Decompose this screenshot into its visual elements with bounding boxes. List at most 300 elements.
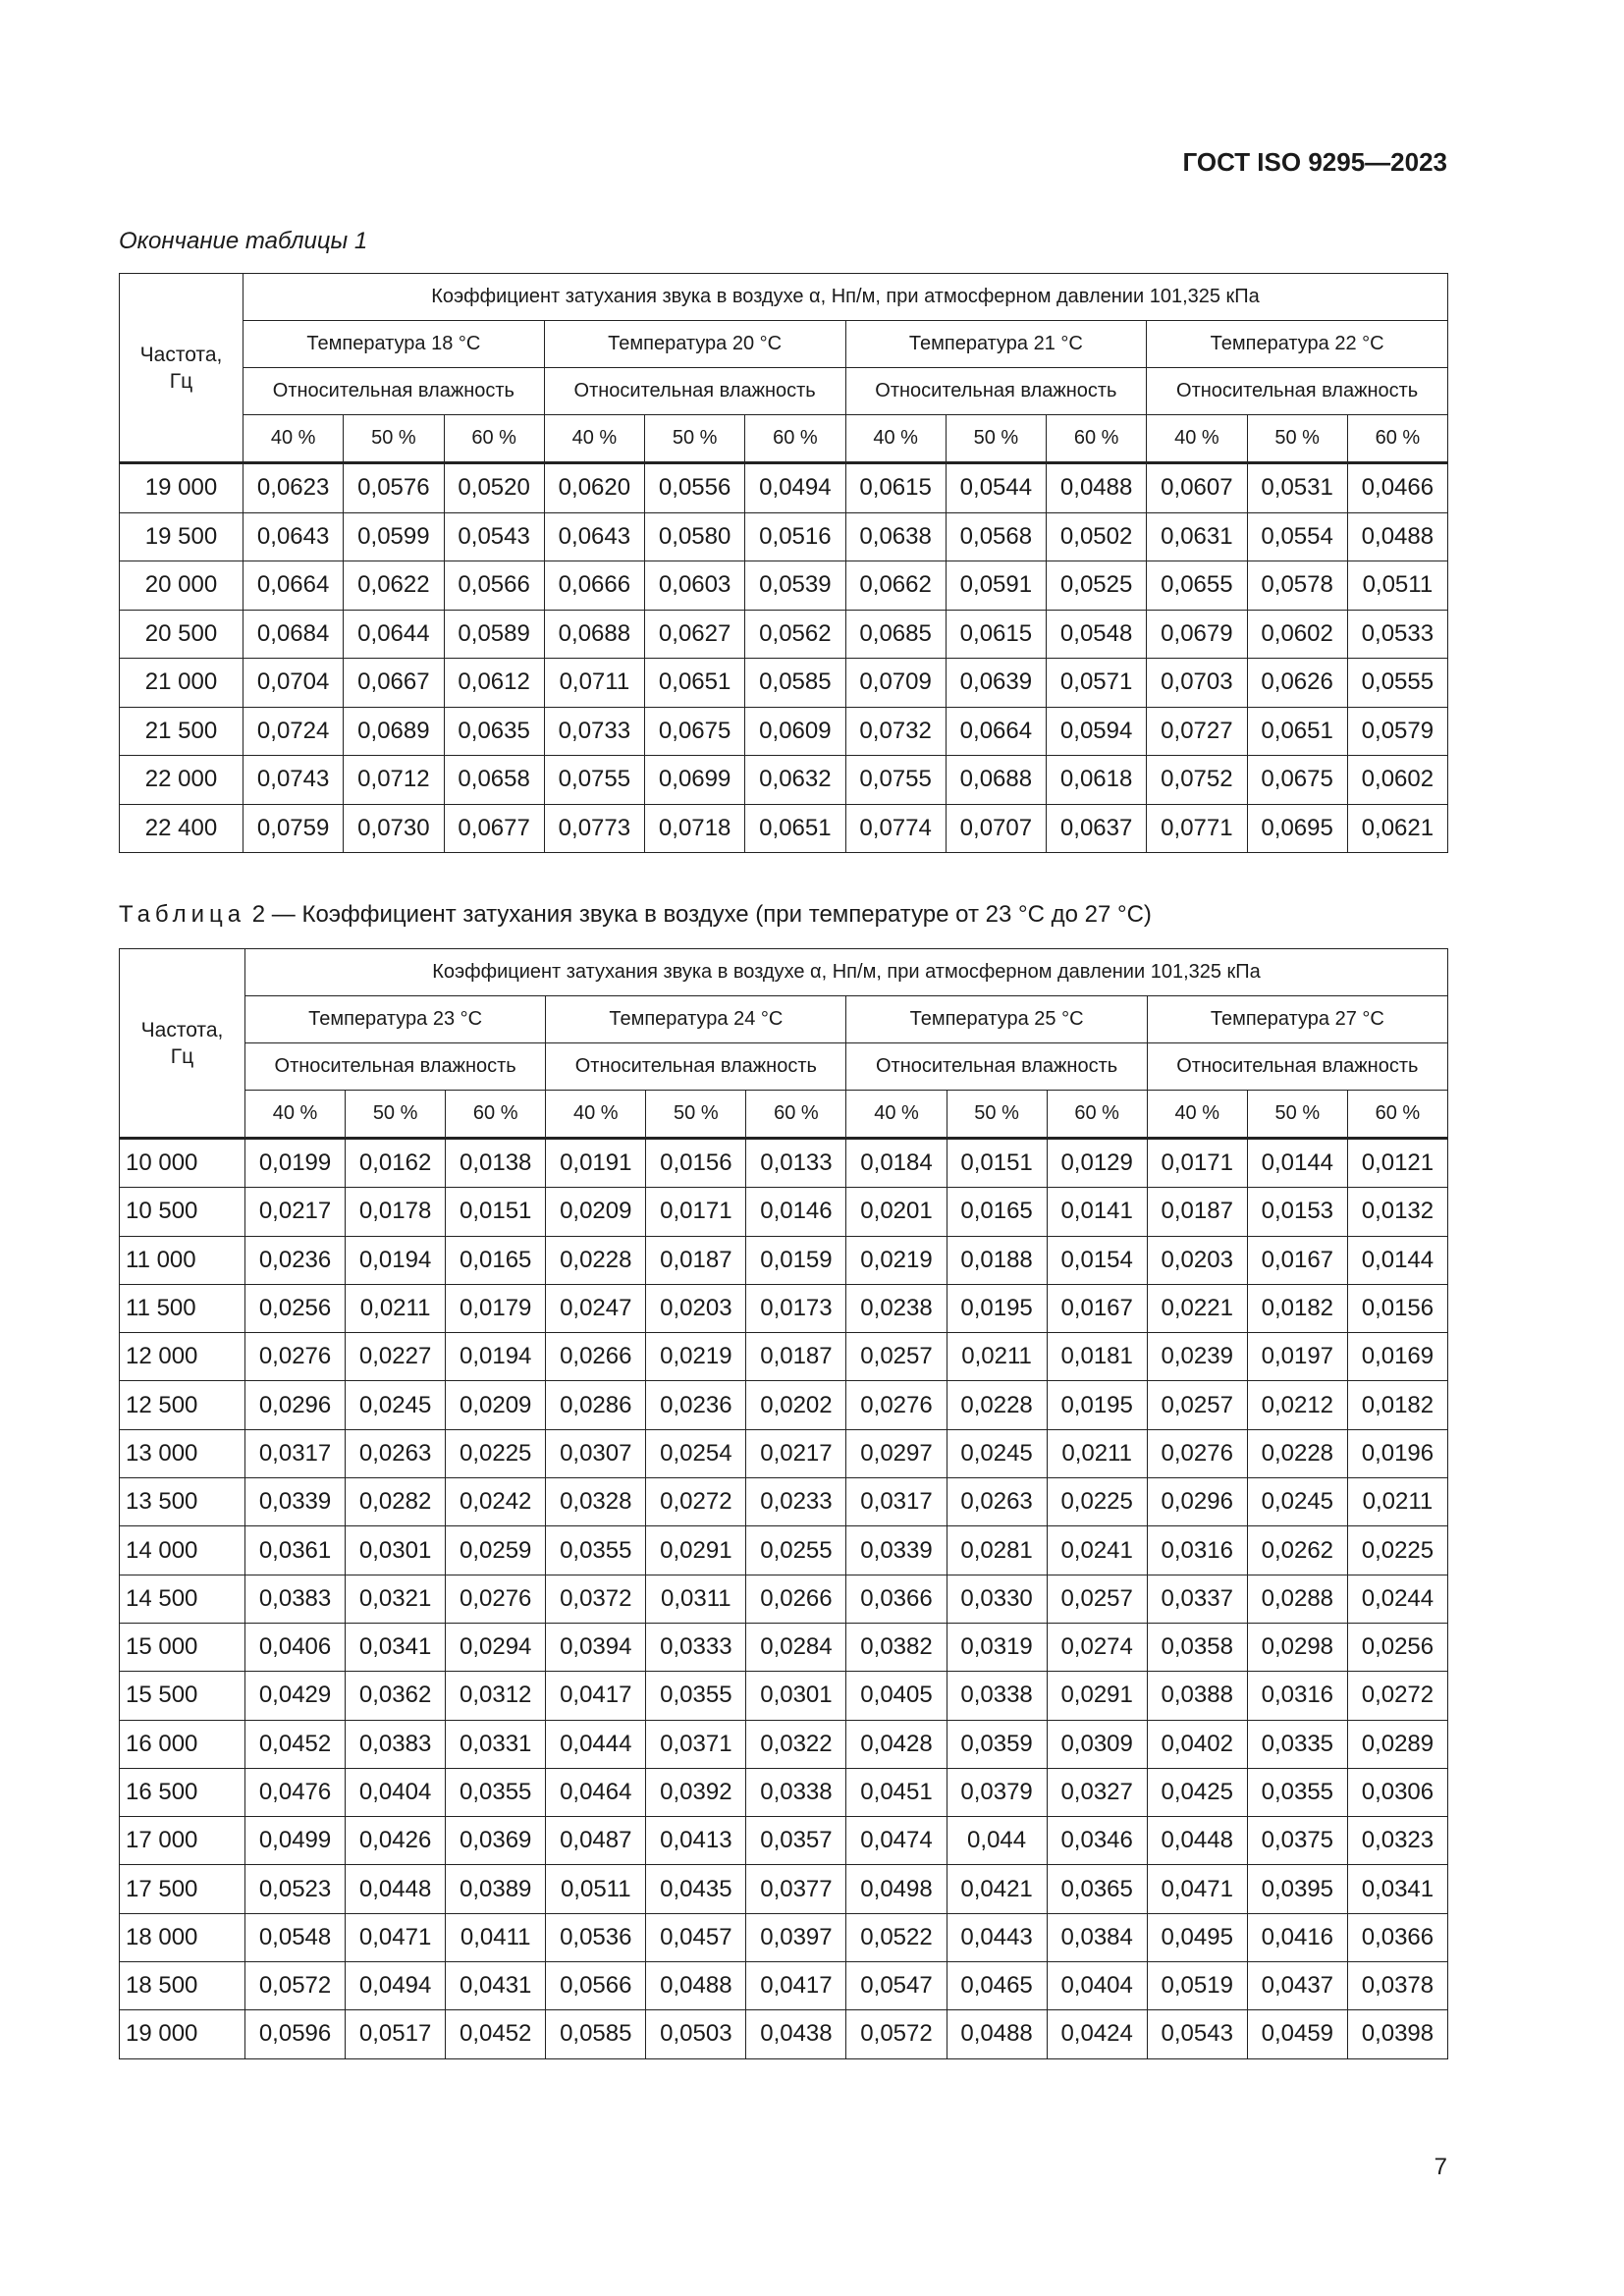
attenuation-cell: 0,0317 — [846, 1478, 947, 1526]
attenuation-cell: 0,0404 — [1047, 1962, 1147, 2010]
table-row — [120, 1526, 1448, 1575]
attenuation-cell: 0,0623 — [244, 463, 344, 513]
attenuation-cell: 0,0341 — [1347, 1865, 1447, 1913]
frequency-cell: 14 000 — [120, 1526, 245, 1575]
frequency-cell: 11 000 — [120, 1236, 245, 1284]
attenuation-cell: 0,0703 — [1147, 659, 1247, 708]
attenuation-cell: 0,0519 — [1147, 1962, 1247, 2010]
attenuation-cell: 0,0366 — [1347, 1913, 1447, 1961]
attenuation-cell: 0,0337 — [1147, 1575, 1247, 1623]
attenuation-cell: 0,0638 — [845, 512, 946, 561]
attenuation-cell: 0,0316 — [1247, 1672, 1347, 1720]
attenuation-cell: 0,0228 — [546, 1236, 646, 1284]
attenuation-cell: 0,0144 — [1247, 1139, 1347, 1188]
attenuation-cell: 0,0291 — [1047, 1672, 1147, 1720]
attenuation-cell: 0,0338 — [947, 1672, 1047, 1720]
attenuation-cell: 0,0689 — [344, 707, 444, 756]
attenuation-cell: 0,0675 — [645, 707, 745, 756]
attenuation-cell: 0,0411 — [446, 1913, 546, 1961]
humidity-value-header: 60 % — [746, 1091, 846, 1139]
attenuation-cell: 0,0488 — [1347, 512, 1447, 561]
attenuation-cell: 0,0316 — [1147, 1526, 1247, 1575]
attenuation-cell: 0,0438 — [746, 2010, 846, 2058]
table1-caption: Окончание таблицы 1 — [119, 228, 368, 254]
temperature-header: Температура 27 °C — [1147, 996, 1447, 1043]
humidity-value-header: 40 % — [1147, 1091, 1247, 1139]
attenuation-cell: 0,0755 — [845, 756, 946, 805]
attenuation-cell: 0,0417 — [546, 1672, 646, 1720]
humidity-header: Относительная влажность — [845, 368, 1147, 415]
attenuation-cell: 0,0384 — [1047, 1913, 1147, 1961]
table-row — [120, 1478, 1448, 1526]
attenuation-cell: 0,0643 — [244, 512, 344, 561]
attenuation-cell: 0,0276 — [446, 1575, 546, 1623]
attenuation-cell: 0,0297 — [846, 1429, 947, 1477]
standard-code: ГОСТ ISO 9295—2023 — [1182, 147, 1447, 177]
attenuation-cell: 0,0459 — [1247, 2010, 1347, 2058]
attenuation-cell: 0,0383 — [346, 1720, 446, 1768]
attenuation-cell: 0,0448 — [1147, 1817, 1247, 1865]
attenuation-cell: 0,0171 — [1147, 1139, 1247, 1188]
table2-caption — [119, 901, 1152, 929]
attenuation-cell: 0,0298 — [1247, 1623, 1347, 1671]
attenuation-cell: 0,0328 — [546, 1478, 646, 1526]
frequency-cell: 13 000 — [120, 1429, 245, 1477]
humidity-value-header: 50 % — [1247, 1091, 1347, 1139]
table-row — [120, 463, 1448, 513]
attenuation-cell: 0,0555 — [1347, 659, 1447, 708]
humidity-value-header: 50 % — [946, 415, 1046, 463]
attenuation-cell: 0,0651 — [1247, 707, 1347, 756]
temperature-header: Температура 20 °C — [544, 321, 845, 368]
attenuation-cell: 0,0209 — [446, 1381, 546, 1429]
attenuation-cell: 0,0743 — [244, 756, 344, 805]
humidity-value-header: 60 % — [1347, 415, 1447, 463]
humidity-value-header: 60 % — [446, 1091, 546, 1139]
humidity-header: Относительная влажность — [245, 1043, 546, 1091]
table-row — [120, 610, 1448, 659]
attenuation-cell: 0,0291 — [646, 1526, 746, 1575]
attenuation-cell: 0,0525 — [1047, 561, 1147, 611]
attenuation-cell: 0,0511 — [546, 1865, 646, 1913]
attenuation-cell: 0,0296 — [245, 1381, 346, 1429]
frequency-cell: 22 000 — [120, 756, 244, 805]
attenuation-cell: 0,0444 — [546, 1720, 646, 1768]
attenuation-cell: 0,0272 — [646, 1478, 746, 1526]
attenuation-cell: 0,0211 — [1047, 1429, 1147, 1477]
attenuation-cell: 0,0579 — [1347, 707, 1447, 756]
attenuation-cell: 0,0181 — [1047, 1333, 1147, 1381]
temperature-header: Температура 24 °C — [546, 996, 846, 1043]
attenuation-cell: 0,0397 — [746, 1913, 846, 1961]
attenuation-cell: 0,0156 — [1347, 1284, 1447, 1332]
attenuation-cell: 0,0517 — [346, 2010, 446, 2058]
attenuation-cell: 0,0499 — [245, 1817, 346, 1865]
attenuation-cell: 0,0301 — [346, 1526, 446, 1575]
attenuation-cell: 0,0266 — [546, 1333, 646, 1381]
attenuation-cell: 0,0153 — [1247, 1188, 1347, 1236]
attenuation-cell: 0,0677 — [444, 804, 544, 853]
attenuation-cell: 0,0522 — [846, 1913, 947, 1961]
attenuation-cell: 0,0317 — [245, 1429, 346, 1477]
table-row — [120, 1623, 1448, 1671]
attenuation-cell: 0,0182 — [1347, 1381, 1447, 1429]
attenuation-cell: 0,0424 — [1047, 2010, 1147, 2058]
attenuation-cell: 0,0333 — [646, 1623, 746, 1671]
attenuation-cell: 0,0256 — [1347, 1623, 1447, 1671]
attenuation-cell: 0,0289 — [1347, 1720, 1447, 1768]
attenuation-cell: 0,0543 — [444, 512, 544, 561]
attenuation-cell: 0,0732 — [845, 707, 946, 756]
attenuation-cell: 0,0644 — [344, 610, 444, 659]
frequency-cell: 22 400 — [120, 804, 244, 853]
humidity-value-header: 50 % — [646, 1091, 746, 1139]
attenuation-cell: 0,0618 — [1047, 756, 1147, 805]
table-row — [120, 1865, 1448, 1913]
attenuation-cell: 0,0383 — [245, 1575, 346, 1623]
attenuation-cell: 0,0184 — [846, 1139, 947, 1188]
page-number: 7 — [1434, 2154, 1447, 2180]
attenuation-cell: 0,0151 — [446, 1188, 546, 1236]
frequency-cell: 16 500 — [120, 1768, 245, 1816]
attenuation-cell: 0,0435 — [646, 1865, 746, 1913]
table1 — [119, 273, 1448, 853]
attenuation-cell: 0,0263 — [947, 1478, 1047, 1526]
attenuation-cell: 0,0159 — [746, 1236, 846, 1284]
attenuation-cell: 0,0254 — [646, 1429, 746, 1477]
attenuation-cell: 0,0679 — [1147, 610, 1247, 659]
attenuation-cell: 0,0228 — [1247, 1429, 1347, 1477]
attenuation-cell: 0,0620 — [544, 463, 644, 513]
attenuation-cell: 0,0730 — [344, 804, 444, 853]
attenuation-cell: 0,0662 — [845, 561, 946, 611]
humidity-value-header: 50 % — [1247, 415, 1347, 463]
humidity-value-header: 60 % — [1047, 415, 1147, 463]
attenuation-cell: 0,0771 — [1147, 804, 1247, 853]
attenuation-cell: 0,0566 — [444, 561, 544, 611]
frequency-cell: 13 500 — [120, 1478, 245, 1526]
attenuation-cell: 0,0733 — [544, 707, 644, 756]
attenuation-cell: 0,0607 — [1147, 463, 1247, 513]
attenuation-cell: 0,0664 — [946, 707, 1046, 756]
attenuation-cell: 0,0203 — [646, 1284, 746, 1332]
attenuation-cell: 0,0173 — [746, 1284, 846, 1332]
attenuation-cell: 0,0225 — [446, 1429, 546, 1477]
humidity-value-header: 40 % — [546, 1091, 646, 1139]
attenuation-cell: 0,0488 — [947, 2010, 1047, 2058]
attenuation-cell: 0,0236 — [245, 1236, 346, 1284]
attenuation-cell: 0,0488 — [1047, 463, 1147, 513]
attenuation-cell: 0,0675 — [1247, 756, 1347, 805]
attenuation-cell: 0,0394 — [546, 1623, 646, 1671]
attenuation-cell: 0,0257 — [1047, 1575, 1147, 1623]
humidity-value-header: 50 % — [344, 415, 444, 463]
frequency-cell: 14 500 — [120, 1575, 245, 1623]
attenuation-cell: 0,0263 — [346, 1429, 446, 1477]
attenuation-cell: 0,0357 — [746, 1817, 846, 1865]
attenuation-cell: 0,0212 — [1247, 1381, 1347, 1429]
table-row — [120, 1236, 1448, 1284]
attenuation-cell: 0,0375 — [1247, 1817, 1347, 1865]
attenuation-cell: 0,0443 — [947, 1913, 1047, 1961]
humidity-header: Относительная влажность — [546, 1043, 846, 1091]
frequency-header — [120, 274, 244, 463]
table2 — [119, 948, 1448, 2059]
attenuation-cell: 0,0664 — [244, 561, 344, 611]
attenuation-cell: 0,0416 — [1247, 1913, 1347, 1961]
attenuation-cell: 0,0615 — [946, 610, 1046, 659]
humidity-value-header: 50 % — [346, 1091, 446, 1139]
attenuation-cell: 0,0389 — [446, 1865, 546, 1913]
attenuation-cell: 0,0309 — [1047, 1720, 1147, 1768]
attenuation-cell: 0,0502 — [1047, 512, 1147, 561]
attenuation-cell: 0,0471 — [346, 1913, 446, 1961]
frequency-cell: 15 500 — [120, 1672, 245, 1720]
attenuation-cell: 0,0554 — [1247, 512, 1347, 561]
attenuation-cell: 0,0194 — [446, 1333, 546, 1381]
attenuation-cell: 0,0274 — [1047, 1623, 1147, 1671]
humidity-header: Относительная влажность — [1147, 1043, 1447, 1091]
attenuation-cell: 0,0144 — [1347, 1236, 1447, 1284]
attenuation-cell: 0,0276 — [245, 1333, 346, 1381]
attenuation-cell: 0,0377 — [746, 1865, 846, 1913]
attenuation-cell: 0,0294 — [446, 1623, 546, 1671]
attenuation-cell: 0,0133 — [746, 1139, 846, 1188]
attenuation-cell: 0,0245 — [947, 1429, 1047, 1477]
humidity-header: Относительная влажность — [544, 368, 845, 415]
attenuation-cell: 0,0355 — [546, 1526, 646, 1575]
attenuation-cell: 0,0707 — [946, 804, 1046, 853]
humidity-value-header: 50 % — [645, 415, 745, 463]
attenuation-cell: 0,0371 — [646, 1720, 746, 1768]
attenuation-cell: 0,0495 — [1147, 1913, 1247, 1961]
attenuation-cell: 0,0651 — [745, 804, 845, 853]
attenuation-cell: 0,0755 — [544, 756, 644, 805]
attenuation-cell: 0,0421 — [947, 1865, 1047, 1913]
attenuation-cell: 0,0568 — [946, 512, 1046, 561]
attenuation-cell: 0,0621 — [1347, 804, 1447, 853]
attenuation-cell: 0,0346 — [1047, 1817, 1147, 1865]
attenuation-cell: 0,0635 — [444, 707, 544, 756]
frequency-cell: 12 500 — [120, 1381, 245, 1429]
attenuation-cell: 0,0187 — [1147, 1188, 1247, 1236]
frequency-cell: 18 500 — [120, 1962, 245, 2010]
attenuation-cell: 0,0580 — [645, 512, 745, 561]
attenuation-cell: 0,0429 — [245, 1672, 346, 1720]
attenuation-cell: 0,0632 — [745, 756, 845, 805]
attenuation-cell: 0,0245 — [1247, 1478, 1347, 1526]
frequency-header — [120, 949, 245, 1139]
attenuation-cell: 0,0211 — [346, 1284, 446, 1332]
frequency-cell: 19 000 — [120, 463, 244, 513]
attenuation-cell: 0,0572 — [245, 1962, 346, 2010]
attenuation-cell: 0,0494 — [745, 463, 845, 513]
attenuation-cell: 0,0355 — [1247, 1768, 1347, 1816]
attenuation-cell: 0,0602 — [1247, 610, 1347, 659]
attenuation-cell: 0,0301 — [746, 1672, 846, 1720]
attenuation-cell: 0,0141 — [1047, 1188, 1147, 1236]
attenuation-cell: 0,0631 — [1147, 512, 1247, 561]
attenuation-cell: 0,0379 — [947, 1768, 1047, 1816]
attenuation-cell: 0,0366 — [846, 1575, 947, 1623]
attenuation-cell: 0,0503 — [646, 2010, 746, 2058]
attenuation-cell: 0,0276 — [846, 1381, 947, 1429]
attenuation-cell: 0,0167 — [1047, 1284, 1147, 1332]
humidity-value-header: 60 % — [745, 415, 845, 463]
table-row — [120, 1913, 1448, 1961]
attenuation-cell: 0,0361 — [245, 1526, 346, 1575]
table-row — [120, 1575, 1448, 1623]
attenuation-cell: 0,0194 — [346, 1236, 446, 1284]
attenuation-cell: 0,0202 — [746, 1381, 846, 1429]
attenuation-cell: 0,0562 — [745, 610, 845, 659]
attenuation-header: Коэффициент затухания звука в воздухе α, Нп/м, при атмосферном давлении 101,325 кПа — [245, 949, 1448, 996]
attenuation-cell: 0,0402 — [1147, 1720, 1247, 1768]
attenuation-cell: 0,0359 — [947, 1720, 1047, 1768]
attenuation-cell: 0,0307 — [546, 1429, 646, 1477]
attenuation-cell: 0,0413 — [646, 1817, 746, 1865]
attenuation-cell: 0,0466 — [1347, 463, 1447, 513]
attenuation-cell: 0,0362 — [346, 1672, 446, 1720]
attenuation-cell: 0,0221 — [1147, 1284, 1247, 1332]
humidity-value-header: 40 % — [244, 415, 344, 463]
attenuation-cell: 0,0591 — [946, 561, 1046, 611]
attenuation-cell: 0,0282 — [346, 1478, 446, 1526]
temperature-header: Температура 21 °C — [845, 321, 1147, 368]
attenuation-cell: 0,0695 — [1247, 804, 1347, 853]
humidity-header: Относительная влажность — [1147, 368, 1448, 415]
attenuation-cell: 0,0539 — [745, 561, 845, 611]
frequency-cell: 20 000 — [120, 561, 244, 611]
humidity-value-header: 40 % — [245, 1091, 346, 1139]
humidity-value-header: 40 % — [544, 415, 644, 463]
attenuation-cell: 0,0452 — [245, 1720, 346, 1768]
attenuation-cell: 0,0398 — [1347, 2010, 1447, 2058]
attenuation-cell: 0,0704 — [244, 659, 344, 708]
attenuation-cell: 0,0233 — [746, 1478, 846, 1526]
humidity-value-header: 60 % — [1347, 1091, 1447, 1139]
attenuation-cell: 0,0548 — [245, 1913, 346, 1961]
attenuation-cell: 0,0556 — [645, 463, 745, 513]
humidity-header: Относительная влажность — [846, 1043, 1147, 1091]
attenuation-cell: 0,0129 — [1047, 1139, 1147, 1188]
attenuation-cell: 0,0474 — [846, 1817, 947, 1865]
attenuation-cell: 0,0195 — [1047, 1381, 1147, 1429]
attenuation-cell: 0,0544 — [946, 463, 1046, 513]
attenuation-cell: 0,0321 — [346, 1575, 446, 1623]
attenuation-cell: 0,0238 — [846, 1284, 947, 1332]
attenuation-cell: 0,0572 — [846, 2010, 947, 2058]
attenuation-cell: 0,0327 — [1047, 1768, 1147, 1816]
attenuation-cell: 0,0609 — [745, 707, 845, 756]
attenuation-cell: 0,0417 — [746, 1962, 846, 2010]
attenuation-cell: 0,0187 — [746, 1333, 846, 1381]
attenuation-cell: 0,0404 — [346, 1768, 446, 1816]
attenuation-cell: 0,0286 — [546, 1381, 646, 1429]
table-row — [120, 512, 1448, 561]
attenuation-cell: 0,0494 — [346, 1962, 446, 2010]
attenuation-cell: 0,0319 — [947, 1623, 1047, 1671]
frequency-cell: 21 500 — [120, 707, 244, 756]
table-row — [120, 804, 1448, 853]
attenuation-cell: 0,0244 — [1347, 1575, 1447, 1623]
attenuation-cell: 0,0369 — [446, 1817, 546, 1865]
table-row — [120, 756, 1448, 805]
attenuation-cell: 0,0709 — [845, 659, 946, 708]
attenuation-cell: 0,0339 — [846, 1526, 947, 1575]
attenuation-cell: 0,0296 — [1147, 1478, 1247, 1526]
table2-caption-text: 2 — Коэффициент затухания звука в воздухе (при температуре от 23 °C до 27 °C) — [245, 901, 1152, 928]
attenuation-cell: 0,0338 — [746, 1768, 846, 1816]
table-row — [120, 707, 1448, 756]
temperature-header: Температура 22 °C — [1147, 321, 1448, 368]
attenuation-cell: 0,0516 — [745, 512, 845, 561]
frequency-header-label: Частота, Гц — [139, 343, 223, 393]
attenuation-cell: 0,0165 — [446, 1236, 546, 1284]
attenuation-cell: 0,0392 — [646, 1768, 746, 1816]
attenuation-cell: 0,0330 — [947, 1575, 1047, 1623]
table-row — [120, 659, 1448, 708]
attenuation-cell: 0,0312 — [446, 1672, 546, 1720]
attenuation-cell: 0,0355 — [646, 1672, 746, 1720]
attenuation-cell: 0,0626 — [1247, 659, 1347, 708]
attenuation-cell: 0,0543 — [1147, 2010, 1247, 2058]
attenuation-cell: 0,0151 — [947, 1139, 1047, 1188]
frequency-header-label: Частота, Гц — [140, 1018, 224, 1068]
attenuation-cell: 0,0547 — [846, 1962, 947, 2010]
attenuation-cell: 0,0272 — [1347, 1672, 1447, 1720]
attenuation-cell: 0,0464 — [546, 1768, 646, 1816]
humidity-value-header: 50 % — [947, 1091, 1047, 1139]
attenuation-cell: 0,0191 — [546, 1139, 646, 1188]
attenuation-cell: 0,0388 — [1147, 1672, 1247, 1720]
frequency-cell: 19 500 — [120, 512, 244, 561]
attenuation-cell: 0,0358 — [1147, 1623, 1247, 1671]
attenuation-cell: 0,0596 — [245, 2010, 346, 2058]
attenuation-cell: 0,0255 — [746, 1526, 846, 1575]
attenuation-cell: 0,0589 — [444, 610, 544, 659]
frequency-cell: 19 000 — [120, 2010, 245, 2058]
attenuation-cell: 0,0262 — [1247, 1526, 1347, 1575]
attenuation-cell: 0,0531 — [1247, 463, 1347, 513]
table-row — [120, 1333, 1448, 1381]
attenuation-cell: 0,0773 — [544, 804, 644, 853]
attenuation-cell: 0,0242 — [446, 1478, 546, 1526]
attenuation-cell: 0,0225 — [1347, 1526, 1447, 1575]
table-row — [120, 2010, 1448, 2058]
attenuation-cell: 0,0425 — [1147, 1768, 1247, 1816]
attenuation-cell: 0,0228 — [947, 1381, 1047, 1429]
attenuation-cell: 0,0406 — [245, 1623, 346, 1671]
attenuation-cell: 0,0138 — [446, 1139, 546, 1188]
attenuation-cell: 0,0488 — [646, 1962, 746, 2010]
attenuation-cell: 0,0431 — [446, 1962, 546, 2010]
attenuation-cell: 0,044 — [947, 1817, 1047, 1865]
attenuation-cell: 0,0511 — [1347, 561, 1447, 611]
attenuation-cell: 0,0452 — [446, 2010, 546, 2058]
attenuation-cell: 0,0774 — [845, 804, 946, 853]
attenuation-cell: 0,0639 — [946, 659, 1046, 708]
attenuation-cell: 0,0603 — [645, 561, 745, 611]
table-row — [120, 1188, 1448, 1236]
humidity-header: Относительная влажность — [244, 368, 545, 415]
attenuation-cell: 0,0536 — [546, 1913, 646, 1961]
attenuation-cell: 0,0578 — [1247, 561, 1347, 611]
attenuation-cell: 0,0247 — [546, 1284, 646, 1332]
humidity-value-header: 60 % — [1047, 1091, 1147, 1139]
attenuation-cell: 0,0476 — [245, 1768, 346, 1816]
attenuation-cell: 0,0241 — [1047, 1526, 1147, 1575]
